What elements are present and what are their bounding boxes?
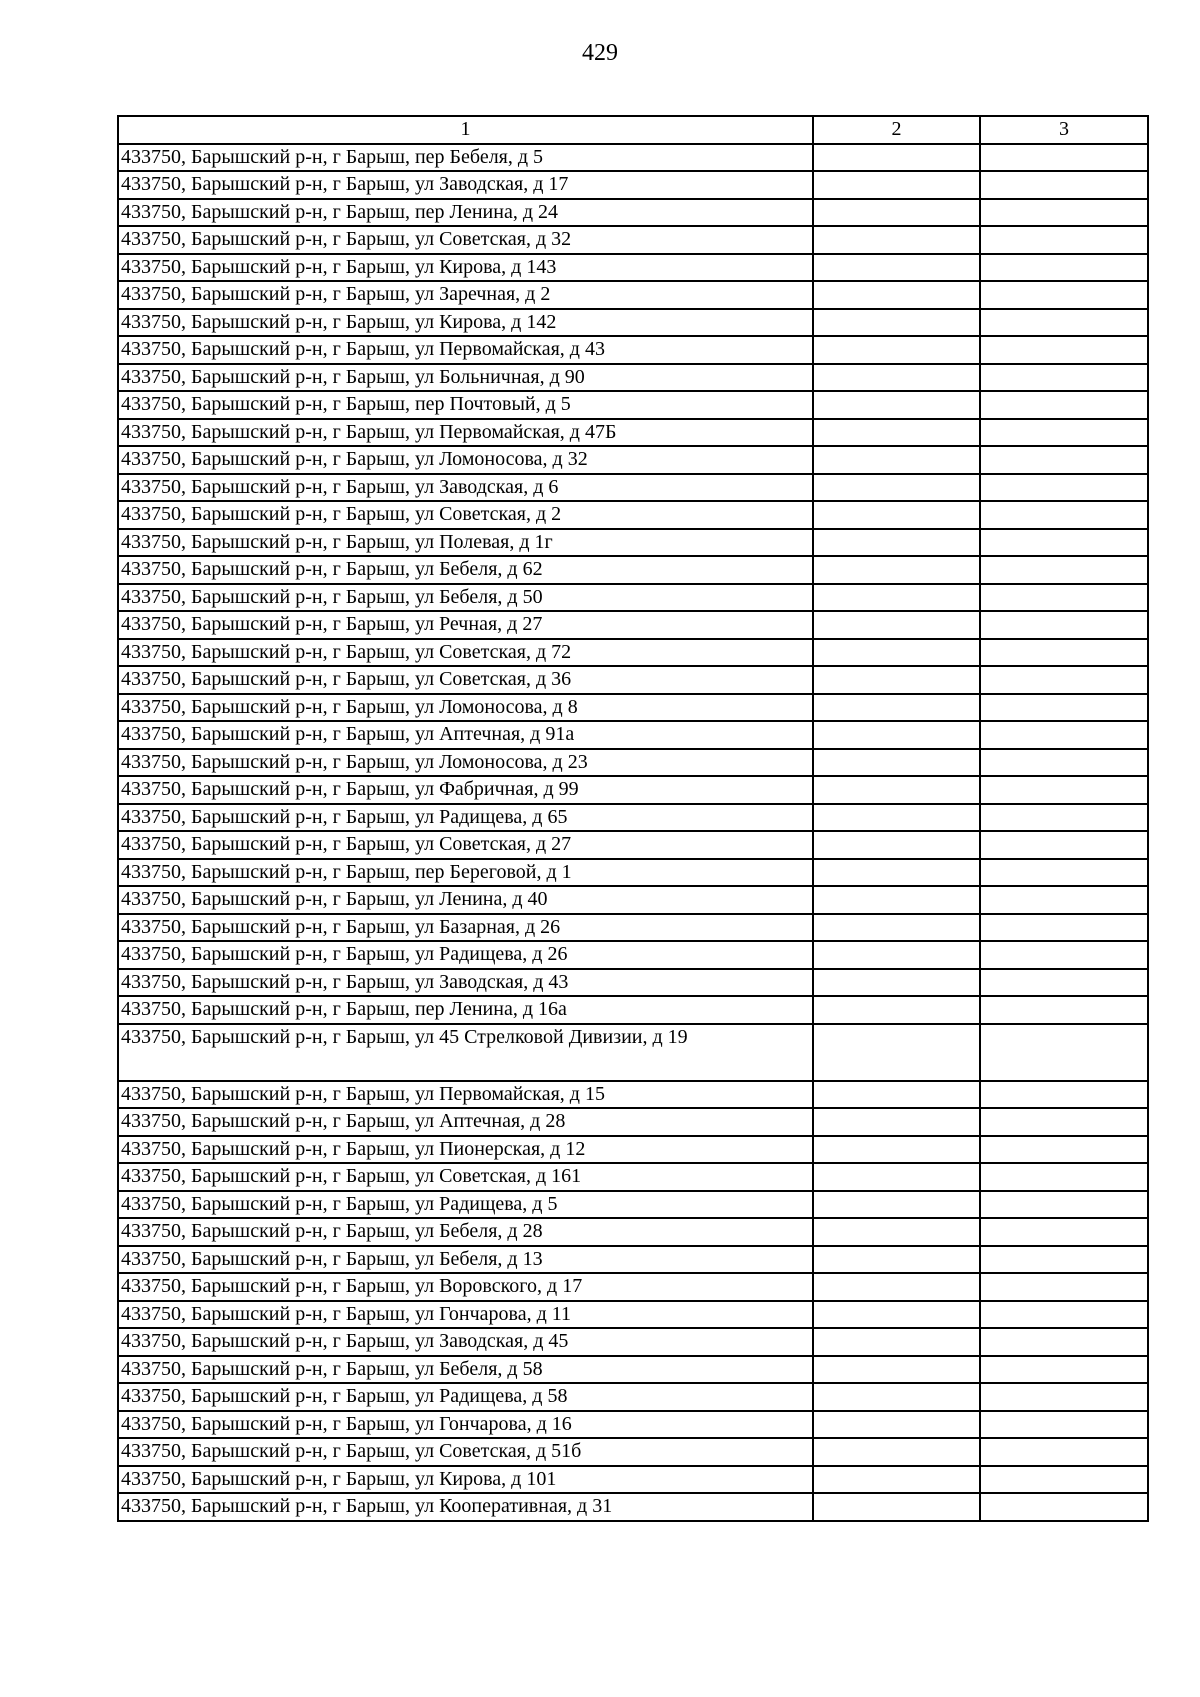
column-2-cell xyxy=(813,474,980,502)
address-cell: 433750, Барышский р-н, г Барыш, ул Первомайская, д 15 xyxy=(118,1081,813,1109)
page-number: 429 xyxy=(582,40,618,66)
table-row xyxy=(118,584,1148,612)
column-2-cell xyxy=(813,776,980,804)
column-2-cell xyxy=(813,1191,980,1219)
table-row xyxy=(118,1356,1148,1384)
address-cell: 433750, Барышский р-н, г Барыш, ул Кооперативная, д 31 xyxy=(118,1493,813,1521)
column-2-cell xyxy=(813,529,980,557)
table-header-row xyxy=(118,116,1148,144)
column-2-cell xyxy=(813,556,980,584)
table-row xyxy=(118,254,1148,282)
column-2-cell xyxy=(813,804,980,832)
address-cell: 433750, Барышский р-н, г Барыш, ул Советская, д 27 xyxy=(118,831,813,859)
column-3-cell xyxy=(980,749,1148,777)
address-cell: 433750, Барышский р-н, г Барыш, ул Бебеля, д 58 xyxy=(118,1356,813,1384)
column-3-cell xyxy=(980,969,1148,997)
column-3-cell xyxy=(980,1356,1148,1384)
column-3-cell xyxy=(980,1108,1148,1136)
column-2-cell xyxy=(813,886,980,914)
table-row xyxy=(118,804,1148,832)
table-row xyxy=(118,1328,1148,1356)
column-2-cell xyxy=(813,391,980,419)
column-header-3: 3 xyxy=(980,116,1148,144)
address-cell: 433750, Барышский р-н, г Барыш, ул Гончарова, д 16 xyxy=(118,1411,813,1439)
address-cell: 433750, Барышский р-н, г Барыш, пер Почтовый, д 5 xyxy=(118,391,813,419)
table-row xyxy=(118,199,1148,227)
address-cell: 433750, Барышский р-н, г Барыш, ул Бебеля, д 50 xyxy=(118,584,813,612)
column-header-1: 1 xyxy=(118,116,813,144)
column-3-cell xyxy=(980,776,1148,804)
address-cell: 433750, Барышский р-н, г Барыш, пер Ленина, д 24 xyxy=(118,199,813,227)
column-2-cell xyxy=(813,1493,980,1521)
column-3-cell xyxy=(980,639,1148,667)
column-3-cell xyxy=(980,1218,1148,1246)
table-row xyxy=(118,1246,1148,1274)
address-cell: 433750, Барышский р-н, г Барыш, ул Бебеля, д 62 xyxy=(118,556,813,584)
address-cell: 433750, Барышский р-н, г Барыш, ул Бебеля, д 13 xyxy=(118,1246,813,1274)
column-2-cell xyxy=(813,694,980,722)
column-3-cell xyxy=(980,886,1148,914)
table-row xyxy=(118,364,1148,392)
table-row xyxy=(118,529,1148,557)
table-row xyxy=(118,171,1148,199)
column-2-cell xyxy=(813,501,980,529)
column-3-cell xyxy=(980,1273,1148,1301)
address-cell: 433750, Барышский р-н, г Барыш, ул Ленина, д 40 xyxy=(118,886,813,914)
column-2-cell xyxy=(813,199,980,227)
column-3-cell xyxy=(980,1163,1148,1191)
column-3-cell xyxy=(980,199,1148,227)
column-2-cell xyxy=(813,1301,980,1329)
column-2-cell xyxy=(813,226,980,254)
table-row xyxy=(118,859,1148,887)
address-cell: 433750, Барышский р-н, г Барыш, ул Больничная, д 90 xyxy=(118,364,813,392)
table-row xyxy=(118,501,1148,529)
table-row xyxy=(118,281,1148,309)
address-cell: 433750, Барышский р-н, г Барыш, ул Радищева, д 26 xyxy=(118,941,813,969)
column-3-cell xyxy=(980,171,1148,199)
column-3-cell xyxy=(980,1024,1148,1081)
table-row xyxy=(118,556,1148,584)
address-cell: 433750, Барышский р-н, г Барыш, ул Кирова, д 142 xyxy=(118,309,813,337)
table-row xyxy=(118,446,1148,474)
address-cell: 433750, Барышский р-н, г Барыш, ул Аптечная, д 91а xyxy=(118,721,813,749)
column-2-cell xyxy=(813,639,980,667)
column-2-cell xyxy=(813,721,980,749)
column-3-cell xyxy=(980,1466,1148,1494)
column-3-cell xyxy=(980,859,1148,887)
column-2-cell xyxy=(813,1136,980,1164)
address-cell: 433750, Барышский р-н, г Барыш, ул Заречная, д 2 xyxy=(118,281,813,309)
table-row xyxy=(118,639,1148,667)
column-2-cell xyxy=(813,1273,980,1301)
column-2-cell xyxy=(813,419,980,447)
address-cell: 433750, Барышский р-н, г Барыш, ул Заводская, д 6 xyxy=(118,474,813,502)
column-2-cell xyxy=(813,144,980,172)
column-3-cell xyxy=(980,996,1148,1024)
column-2-cell xyxy=(813,831,980,859)
address-cell: 433750, Барышский р-н, г Барыш, ул Ломоносова, д 32 xyxy=(118,446,813,474)
address-cell: 433750, Барышский р-н, г Барыш, ул Заводская, д 43 xyxy=(118,969,813,997)
column-2-cell xyxy=(813,1411,980,1439)
column-2-cell xyxy=(813,1218,980,1246)
table-row xyxy=(118,694,1148,722)
table-row xyxy=(118,831,1148,859)
address-table xyxy=(117,115,1149,1522)
column-2-cell xyxy=(813,941,980,969)
column-3-cell xyxy=(980,1383,1148,1411)
table-row xyxy=(118,1466,1148,1494)
address-cell: 433750, Барышский р-н, г Барыш, ул Воровского, д 17 xyxy=(118,1273,813,1301)
address-cell: 433750, Барышский р-н, г Барыш, ул 45 Стрелковой Дивизии, д 19 xyxy=(118,1024,813,1081)
address-cell: 433750, Барышский р-н, г Барыш, ул Кирова, д 143 xyxy=(118,254,813,282)
column-2-cell xyxy=(813,281,980,309)
address-cell: 433750, Барышский р-н, г Барыш, ул Первомайская, д 43 xyxy=(118,336,813,364)
column-2-cell xyxy=(813,1081,980,1109)
table-row xyxy=(118,1108,1148,1136)
table-row xyxy=(118,1273,1148,1301)
column-2-cell xyxy=(813,749,980,777)
address-cell: 433750, Барышский р-н, г Барыш, ул Радищева, д 58 xyxy=(118,1383,813,1411)
table-row xyxy=(118,776,1148,804)
column-2-cell xyxy=(813,1328,980,1356)
table-row xyxy=(118,941,1148,969)
table-row xyxy=(118,1411,1148,1439)
table-row xyxy=(118,1383,1148,1411)
column-3-cell xyxy=(980,281,1148,309)
column-2-cell xyxy=(813,969,980,997)
table-row xyxy=(118,1136,1148,1164)
column-3-cell xyxy=(980,611,1148,639)
column-3-cell xyxy=(980,721,1148,749)
column-2-cell xyxy=(813,1024,980,1081)
column-3-cell xyxy=(980,1328,1148,1356)
column-3-cell xyxy=(980,1136,1148,1164)
column-2-cell xyxy=(813,336,980,364)
address-cell: 433750, Барышский р-н, г Барыш, ул Базарная, д 26 xyxy=(118,914,813,942)
column-3-cell xyxy=(980,446,1148,474)
address-cell: 433750, Барышский р-н, г Барыш, ул Советская, д 161 xyxy=(118,1163,813,1191)
address-cell: 433750, Барышский р-н, г Барыш, ул Кирова, д 101 xyxy=(118,1466,813,1494)
column-3-cell xyxy=(980,309,1148,337)
table-row xyxy=(118,144,1148,172)
column-2-cell xyxy=(813,584,980,612)
address-cell: 433750, Барышский р-н, г Барыш, ул Советская, д 51б xyxy=(118,1438,813,1466)
address-cell: 433750, Барышский р-н, г Барыш, ул Заводская, д 45 xyxy=(118,1328,813,1356)
column-2-cell xyxy=(813,254,980,282)
column-3-cell xyxy=(980,1246,1148,1274)
table-row xyxy=(118,391,1148,419)
column-3-cell xyxy=(980,336,1148,364)
column-2-cell xyxy=(813,446,980,474)
address-cell: 433750, Барышский р-н, г Барыш, ул Ломоносова, д 23 xyxy=(118,749,813,777)
column-3-cell xyxy=(980,1191,1148,1219)
column-2-cell xyxy=(813,1246,980,1274)
table-row xyxy=(118,226,1148,254)
column-3-cell xyxy=(980,144,1148,172)
column-3-cell xyxy=(980,584,1148,612)
column-3-cell xyxy=(980,1411,1148,1439)
table-row xyxy=(118,474,1148,502)
address-cell: 433750, Барышский р-н, г Барыш, пер Ленина, д 16а xyxy=(118,996,813,1024)
address-cell: 433750, Барышский р-н, г Барыш, ул Полевая, д 1г xyxy=(118,529,813,557)
column-3-cell xyxy=(980,666,1148,694)
column-3-cell xyxy=(980,694,1148,722)
address-cell: 433750, Барышский р-н, г Барыш, ул Фабричная, д 99 xyxy=(118,776,813,804)
column-2-cell xyxy=(813,914,980,942)
column-3-cell xyxy=(980,226,1148,254)
address-cell: 433750, Барышский р-н, г Барыш, ул Советская, д 32 xyxy=(118,226,813,254)
column-2-cell xyxy=(813,364,980,392)
table-row xyxy=(118,1218,1148,1246)
table-row xyxy=(118,886,1148,914)
address-cell: 433750, Барышский р-н, г Барыш, пер Береговой, д 1 xyxy=(118,859,813,887)
column-2-cell xyxy=(813,859,980,887)
table-row xyxy=(118,914,1148,942)
table-row xyxy=(118,336,1148,364)
table-row xyxy=(118,611,1148,639)
column-2-cell xyxy=(813,1356,980,1384)
address-cell: 433750, Барышский р-н, г Барыш, ул Советская, д 36 xyxy=(118,666,813,694)
table-row xyxy=(118,1438,1148,1466)
column-2-cell xyxy=(813,1466,980,1494)
column-3-cell xyxy=(980,474,1148,502)
table-row xyxy=(118,996,1148,1024)
column-2-cell xyxy=(813,1163,980,1191)
table-row xyxy=(118,1301,1148,1329)
table-row xyxy=(118,1081,1148,1109)
column-3-cell xyxy=(980,1301,1148,1329)
column-2-cell xyxy=(813,1438,980,1466)
address-cell: 433750, Барышский р-н, г Барыш, ул Бебеля, д 28 xyxy=(118,1218,813,1246)
address-cell: 433750, Барышский р-н, г Барыш, ул Гончарова, д 11 xyxy=(118,1301,813,1329)
column-3-cell xyxy=(980,556,1148,584)
column-3-cell xyxy=(980,1081,1148,1109)
address-cell: 433750, Барышский р-н, г Барыш, ул Радищева, д 5 xyxy=(118,1191,813,1219)
address-cell: 433750, Барышский р-н, г Барыш, ул Речная, д 27 xyxy=(118,611,813,639)
address-cell: 433750, Барышский р-н, г Барыш, ул Советская, д 72 xyxy=(118,639,813,667)
table-row xyxy=(118,666,1148,694)
table-row xyxy=(118,1493,1148,1521)
table-row xyxy=(118,1191,1148,1219)
address-cell: 433750, Барышский р-н, г Барыш, пер Бебеля, д 5 xyxy=(118,144,813,172)
column-3-cell xyxy=(980,419,1148,447)
column-3-cell xyxy=(980,941,1148,969)
column-3-cell xyxy=(980,254,1148,282)
table-row xyxy=(118,721,1148,749)
column-3-cell xyxy=(980,391,1148,419)
column-2-cell xyxy=(813,1383,980,1411)
address-cell: 433750, Барышский р-н, г Барыш, ул Ломоносова, д 8 xyxy=(118,694,813,722)
address-cell: 433750, Барышский р-н, г Барыш, ул Аптечная, д 28 xyxy=(118,1108,813,1136)
column-2-cell xyxy=(813,996,980,1024)
address-cell: 433750, Барышский р-н, г Барыш, ул Заводская, д 17 xyxy=(118,171,813,199)
table-row xyxy=(118,749,1148,777)
column-3-cell xyxy=(980,529,1148,557)
column-3-cell xyxy=(980,831,1148,859)
column-2-cell xyxy=(813,611,980,639)
column-2-cell xyxy=(813,666,980,694)
column-3-cell xyxy=(980,501,1148,529)
column-2-cell xyxy=(813,171,980,199)
table-row xyxy=(118,309,1148,337)
column-3-cell xyxy=(980,1438,1148,1466)
column-2-cell xyxy=(813,1108,980,1136)
table-row xyxy=(118,419,1148,447)
table-row xyxy=(118,969,1148,997)
table-row xyxy=(118,1163,1148,1191)
column-3-cell xyxy=(980,914,1148,942)
column-3-cell xyxy=(980,1493,1148,1521)
address-cell: 433750, Барышский р-н, г Барыш, ул Советская, д 2 xyxy=(118,501,813,529)
address-cell: 433750, Барышский р-н, г Барыш, ул Пионерская, д 12 xyxy=(118,1136,813,1164)
address-cell: 433750, Барышский р-н, г Барыш, ул Первомайская, д 47Б xyxy=(118,419,813,447)
column-header-2: 2 xyxy=(813,116,980,144)
column-3-cell xyxy=(980,804,1148,832)
table-body xyxy=(118,144,1148,1521)
column-2-cell xyxy=(813,309,980,337)
table-row xyxy=(118,1024,1148,1081)
column-3-cell xyxy=(980,364,1148,392)
address-cell: 433750, Барышский р-н, г Барыш, ул Радищева, д 65 xyxy=(118,804,813,832)
